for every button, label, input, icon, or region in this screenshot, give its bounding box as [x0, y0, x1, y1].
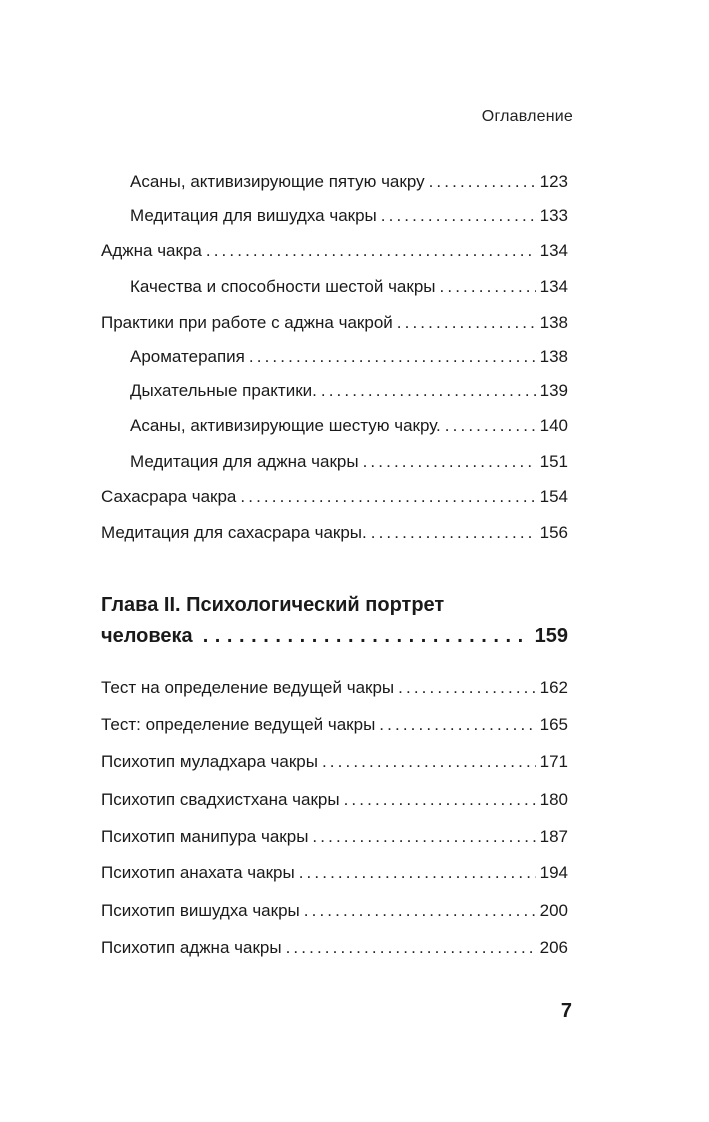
- toc-entry[interactable]: [101, 677, 568, 699]
- toc-entry-page: 133: [539, 206, 568, 225]
- toc-entry-page: 187: [539, 827, 568, 846]
- leader-dots: [304, 900, 536, 922]
- leader-dots: [398, 677, 535, 699]
- toc-entry[interactable]: [101, 789, 568, 811]
- toc-entry-title: Медитация для вишудха чакры: [130, 206, 377, 225]
- leader-dots: [321, 380, 536, 402]
- toc-entry-page: 200: [539, 901, 568, 920]
- toc-entry[interactable]: [130, 415, 568, 437]
- toc-entry[interactable]: [101, 240, 568, 262]
- toc-entry-title: Асаны, активизирующие шестую чакру.: [130, 416, 441, 435]
- toc-entry-page: 165: [539, 715, 568, 734]
- toc-entry-title: Психотип свадхистхана чакры: [101, 790, 340, 809]
- toc-entry[interactable]: [130, 276, 568, 298]
- leader-dots: [381, 205, 536, 227]
- toc-entry[interactable]: [101, 862, 568, 884]
- toc-entry-page: 138: [539, 347, 568, 366]
- leader-dots: [312, 826, 535, 848]
- leader-dots: [379, 714, 535, 736]
- toc-entry-page: 180: [539, 790, 568, 809]
- running-header: Оглавление: [481, 108, 573, 125]
- toc-entry-page: 162: [539, 678, 568, 697]
- leader-dots: [249, 346, 536, 368]
- toc-entry[interactable]: [130, 205, 568, 227]
- leader-dots: [286, 937, 536, 959]
- toc-entry[interactable]: [101, 937, 568, 959]
- leader-dots: [299, 862, 536, 884]
- toc-entry-page: 171: [539, 752, 568, 771]
- toc-entry-page: 154: [539, 487, 568, 506]
- toc-entry-page: 156: [539, 523, 568, 542]
- leader-dots: [363, 451, 536, 473]
- toc-entry-title: Асаны, активизирующие пятую чакру: [130, 172, 425, 191]
- toc-entry-title: Практики при работе с аджна чакрой: [101, 313, 393, 332]
- toc-entry[interactable]: [101, 751, 568, 773]
- chapter-title-word: человека: [101, 625, 193, 647]
- toc-entry[interactable]: [101, 900, 568, 922]
- toc-entry-title: Медитация для сахасрара чакры.: [101, 523, 367, 542]
- toc-entry-page: 206: [539, 938, 568, 957]
- toc-entry-page: 151: [539, 452, 568, 471]
- leader-dots: [322, 751, 536, 773]
- chapter-page: 159: [534, 625, 568, 647]
- toc-entry[interactable]: [130, 451, 568, 473]
- toc-entry-title: Психотип вишудха чакры: [101, 901, 300, 920]
- toc-entry[interactable]: [130, 380, 568, 402]
- toc-entry-title: Сахасрара чакра: [101, 487, 237, 506]
- toc-entry-title: Тест: определение ведущей чакры: [101, 715, 376, 734]
- toc-entry-title: Психотип муладхара чакры: [101, 752, 318, 771]
- page-number: 7: [560, 1000, 572, 1022]
- chapter-title-continuation: [101, 625, 568, 648]
- leader-dots: [397, 312, 536, 334]
- leader-dots: [445, 415, 536, 437]
- toc-entry-page: 134: [539, 277, 568, 296]
- toc-entry[interactable]: [130, 346, 568, 368]
- toc-entry-page: 138: [539, 313, 568, 332]
- toc-entry-title: Психотип анахата чакры: [101, 863, 295, 882]
- toc-entry-title: Медитация для аджна чакры: [130, 452, 359, 471]
- leader-dots: [240, 486, 535, 508]
- toc-entry[interactable]: [101, 714, 568, 736]
- toc-entry-title: Аджна чакра: [101, 241, 202, 260]
- toc-entry[interactable]: [101, 826, 568, 848]
- toc-entry-title: Дыхательные практики.: [130, 381, 317, 400]
- toc-entry-title: Психотип аджна чакры: [101, 938, 282, 957]
- toc-entry[interactable]: [101, 312, 568, 334]
- leader-dots: [429, 171, 536, 193]
- toc-entry-title: Ароматерапия: [130, 347, 245, 366]
- toc-entry-page: 123: [539, 172, 568, 191]
- toc-entry-page: 194: [539, 863, 568, 882]
- toc-entry-title: Тест на определение ведущей чакры: [101, 678, 395, 697]
- leader-dots: [206, 240, 536, 262]
- leader-dots: [203, 625, 529, 648]
- leader-dots: [440, 276, 536, 298]
- leader-dots: [344, 789, 536, 811]
- leader-dots: [371, 522, 536, 544]
- toc-entry-title: Качества и способности шестой чакры: [130, 277, 436, 296]
- toc-entry-page: 140: [539, 416, 568, 435]
- toc-entry[interactable]: [130, 171, 568, 193]
- toc-entry-page: 139: [539, 381, 568, 400]
- chapter-title: Глава II. Психологический портрет: [101, 594, 445, 616]
- toc-entry[interactable]: [101, 522, 568, 544]
- toc-entry-title: Психотип манипура чакры: [101, 827, 309, 846]
- toc-entry-page: 134: [539, 241, 568, 260]
- toc-entry[interactable]: [101, 486, 568, 508]
